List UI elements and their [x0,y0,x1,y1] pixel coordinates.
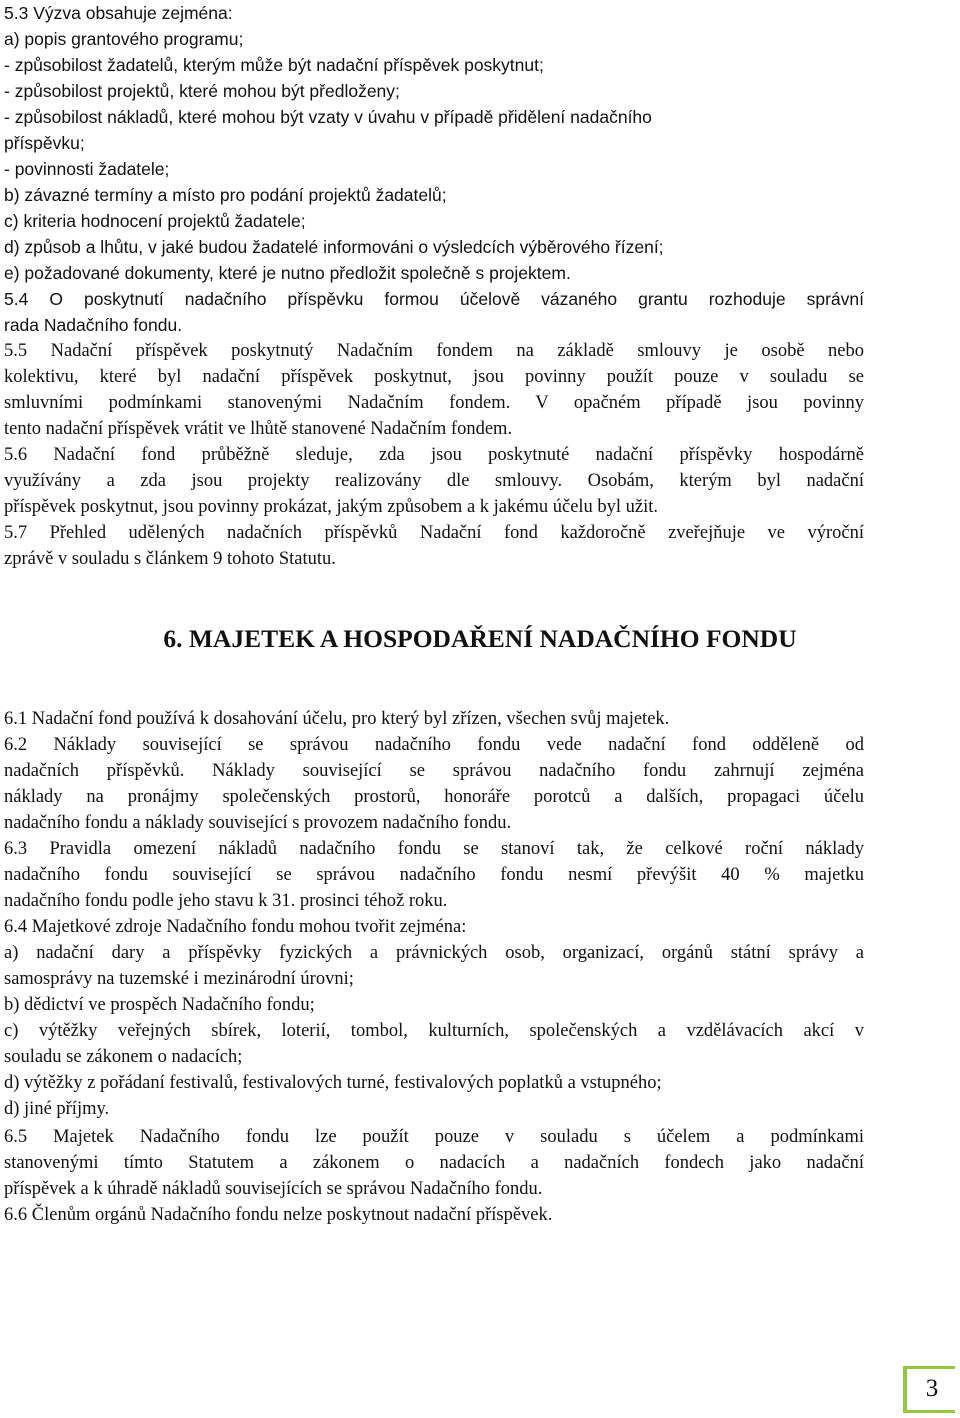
text-line: a) popis grantového programu; [4,29,244,49]
text-line: 5.4 O poskytnutí nadačního příspěvku formou účelově vázaného grantu rozhoduje správní [4,289,864,309]
text-line: příspěvek a k úhradě nákladů souvisejících se správou Nadačního fondu. [4,1179,543,1199]
text-line: příspěvek poskytnut, jsou povinny prokázat, jakým způsobem a k jakému účelu byl užit. [4,497,659,517]
text-line: tento nadační příspěvek vrátit ve lhůtě stanovené Nadačním fondem. [4,419,513,439]
text-line: 6.5 Majetek Nadačního fondu lze použít pouze v souladu s účelem a podmínkami [4,1127,864,1147]
text-line: nadačních příspěvků. Náklady související se správou nadačního fondu zahrnují zejména [4,761,864,781]
text-line: d) způsob a lhůtu, v jaké budou žadatelé informováni o výsledcích výběrového řízení; [4,237,664,257]
text-line: 6.6 Členům orgánů Nadačního fondu nelze poskytnout nadační příspěvek. [4,1205,553,1225]
text-line: nadačního fondu související se správou nadačního fondu nesmí převýšit 40 % majetku [4,865,864,885]
text-line: stanovenými tímto Statutem a zákonem o nadacích a nadačních fondech jako nadační [4,1153,864,1173]
footer-top-rule [903,1366,955,1369]
footer-bottom-rule [903,1410,955,1413]
section-heading: 6. MAJETEK A HOSPODAŘENÍ NADAČNÍHO FONDU [163,624,797,653]
text-line: b) závazné termíny a místo pro podání projektů žadatelů; [4,185,447,205]
text-line: zprávě v souladu s článkem 9 tohoto Statutu. [4,549,336,569]
text-line: souladu se zákonem o nadacích; [4,1047,243,1067]
text-line: - způsobilost nákladů, které mohou být vzaty v úvahu v případě přidělení nadačního [4,107,652,127]
text-line: využívány a zda jsou projekty realizovány dle smlouvy. Osobám, kterým byl nadační [4,471,864,491]
text-line: d) výtěžky z pořádaní festivalů, festivalových turné, festivalových poplatků a vstupného; [4,1073,662,1093]
text-line: 6.4 Majetkové zdroje Nadačního fondu mohou tvořit zejména: [4,917,467,937]
text-line: 6.3 Pravidla omezení nákladů nadačního fondu se stanoví tak, že celkové roční náklady [4,839,864,859]
text-line: c) výtěžky veřejných sbírek, loterií, tombol, kulturních, společenských a vzdělávacích akcí v [4,1021,864,1041]
text-line: nadačního fondu podle jeho stavu k 31. prosinci téhož roku. [4,891,448,911]
text-line: 5.7 Přehled udělených nadačních příspěvků Nadační fond každoročně zveřejňuje ve výroční [4,523,864,543]
text-line: příspěvku; [4,133,85,153]
text-line: - povinnosti žadatele; [4,159,170,179]
text-line: nadačního fondu a náklady související s provozem nadačního fondu. [4,813,512,833]
text-line: 6.2 Náklady související se správou nadačního fondu vede nadační fond odděleně od [4,735,864,755]
text-line: rada Nadačního fondu. [4,315,183,335]
page-number: 3 [925,1375,939,1402]
text-line: samosprávy na tuzemské i mezinárodní úrovni; [4,969,354,989]
footer-side-rule [903,1366,907,1413]
text-line: c) kriteria hodnocení projektů žadatele; [4,211,306,231]
text-line: e) požadované dokumenty, které je nutno předložit společně s projektem. [4,263,571,283]
text-line: smluvními podmínkami stanovenými Nadačním fondem. V opačném případě jsou povinny [4,393,864,413]
text-line: 5.3 Výzva obsahuje zejména: [4,3,233,23]
text-line: kolektivu, které byl nadační příspěvek poskytnut, jsou povinny použít pouze v souladu se [4,367,864,387]
text-line: 5.6 Nadační fond průběžně sleduje, zda jsou poskytnuté nadační příspěvky hospodárně [4,445,864,465]
text-line: - způsobilost projektů, které mohou být předloženy; [4,81,400,101]
text-line: a) nadační dary a příspěvky fyzických a právnických osob, organizací, orgánů státní správy a [4,943,864,963]
text-line: b) dědictví ve prospěch Nadačního fondu; [4,995,315,1015]
text-line: - způsobilost žadatelů, kterým může být nadační příspěvek poskytnut; [4,55,544,75]
text-line: d) jiné příjmy. [4,1099,110,1119]
text-line: náklady na pronájmy společenských prostorů, honoráře porotců a dalších, propagaci účelu [4,787,864,807]
text-line: 5.5 Nadační příspěvek poskytnutý Nadačním fondem na základě smlouvy je osobě nebo [4,341,864,361]
text-line: 6.1 Nadační fond používá k dosahování účelu, pro který byl zřízen, všechen svůj majetek. [4,709,670,729]
